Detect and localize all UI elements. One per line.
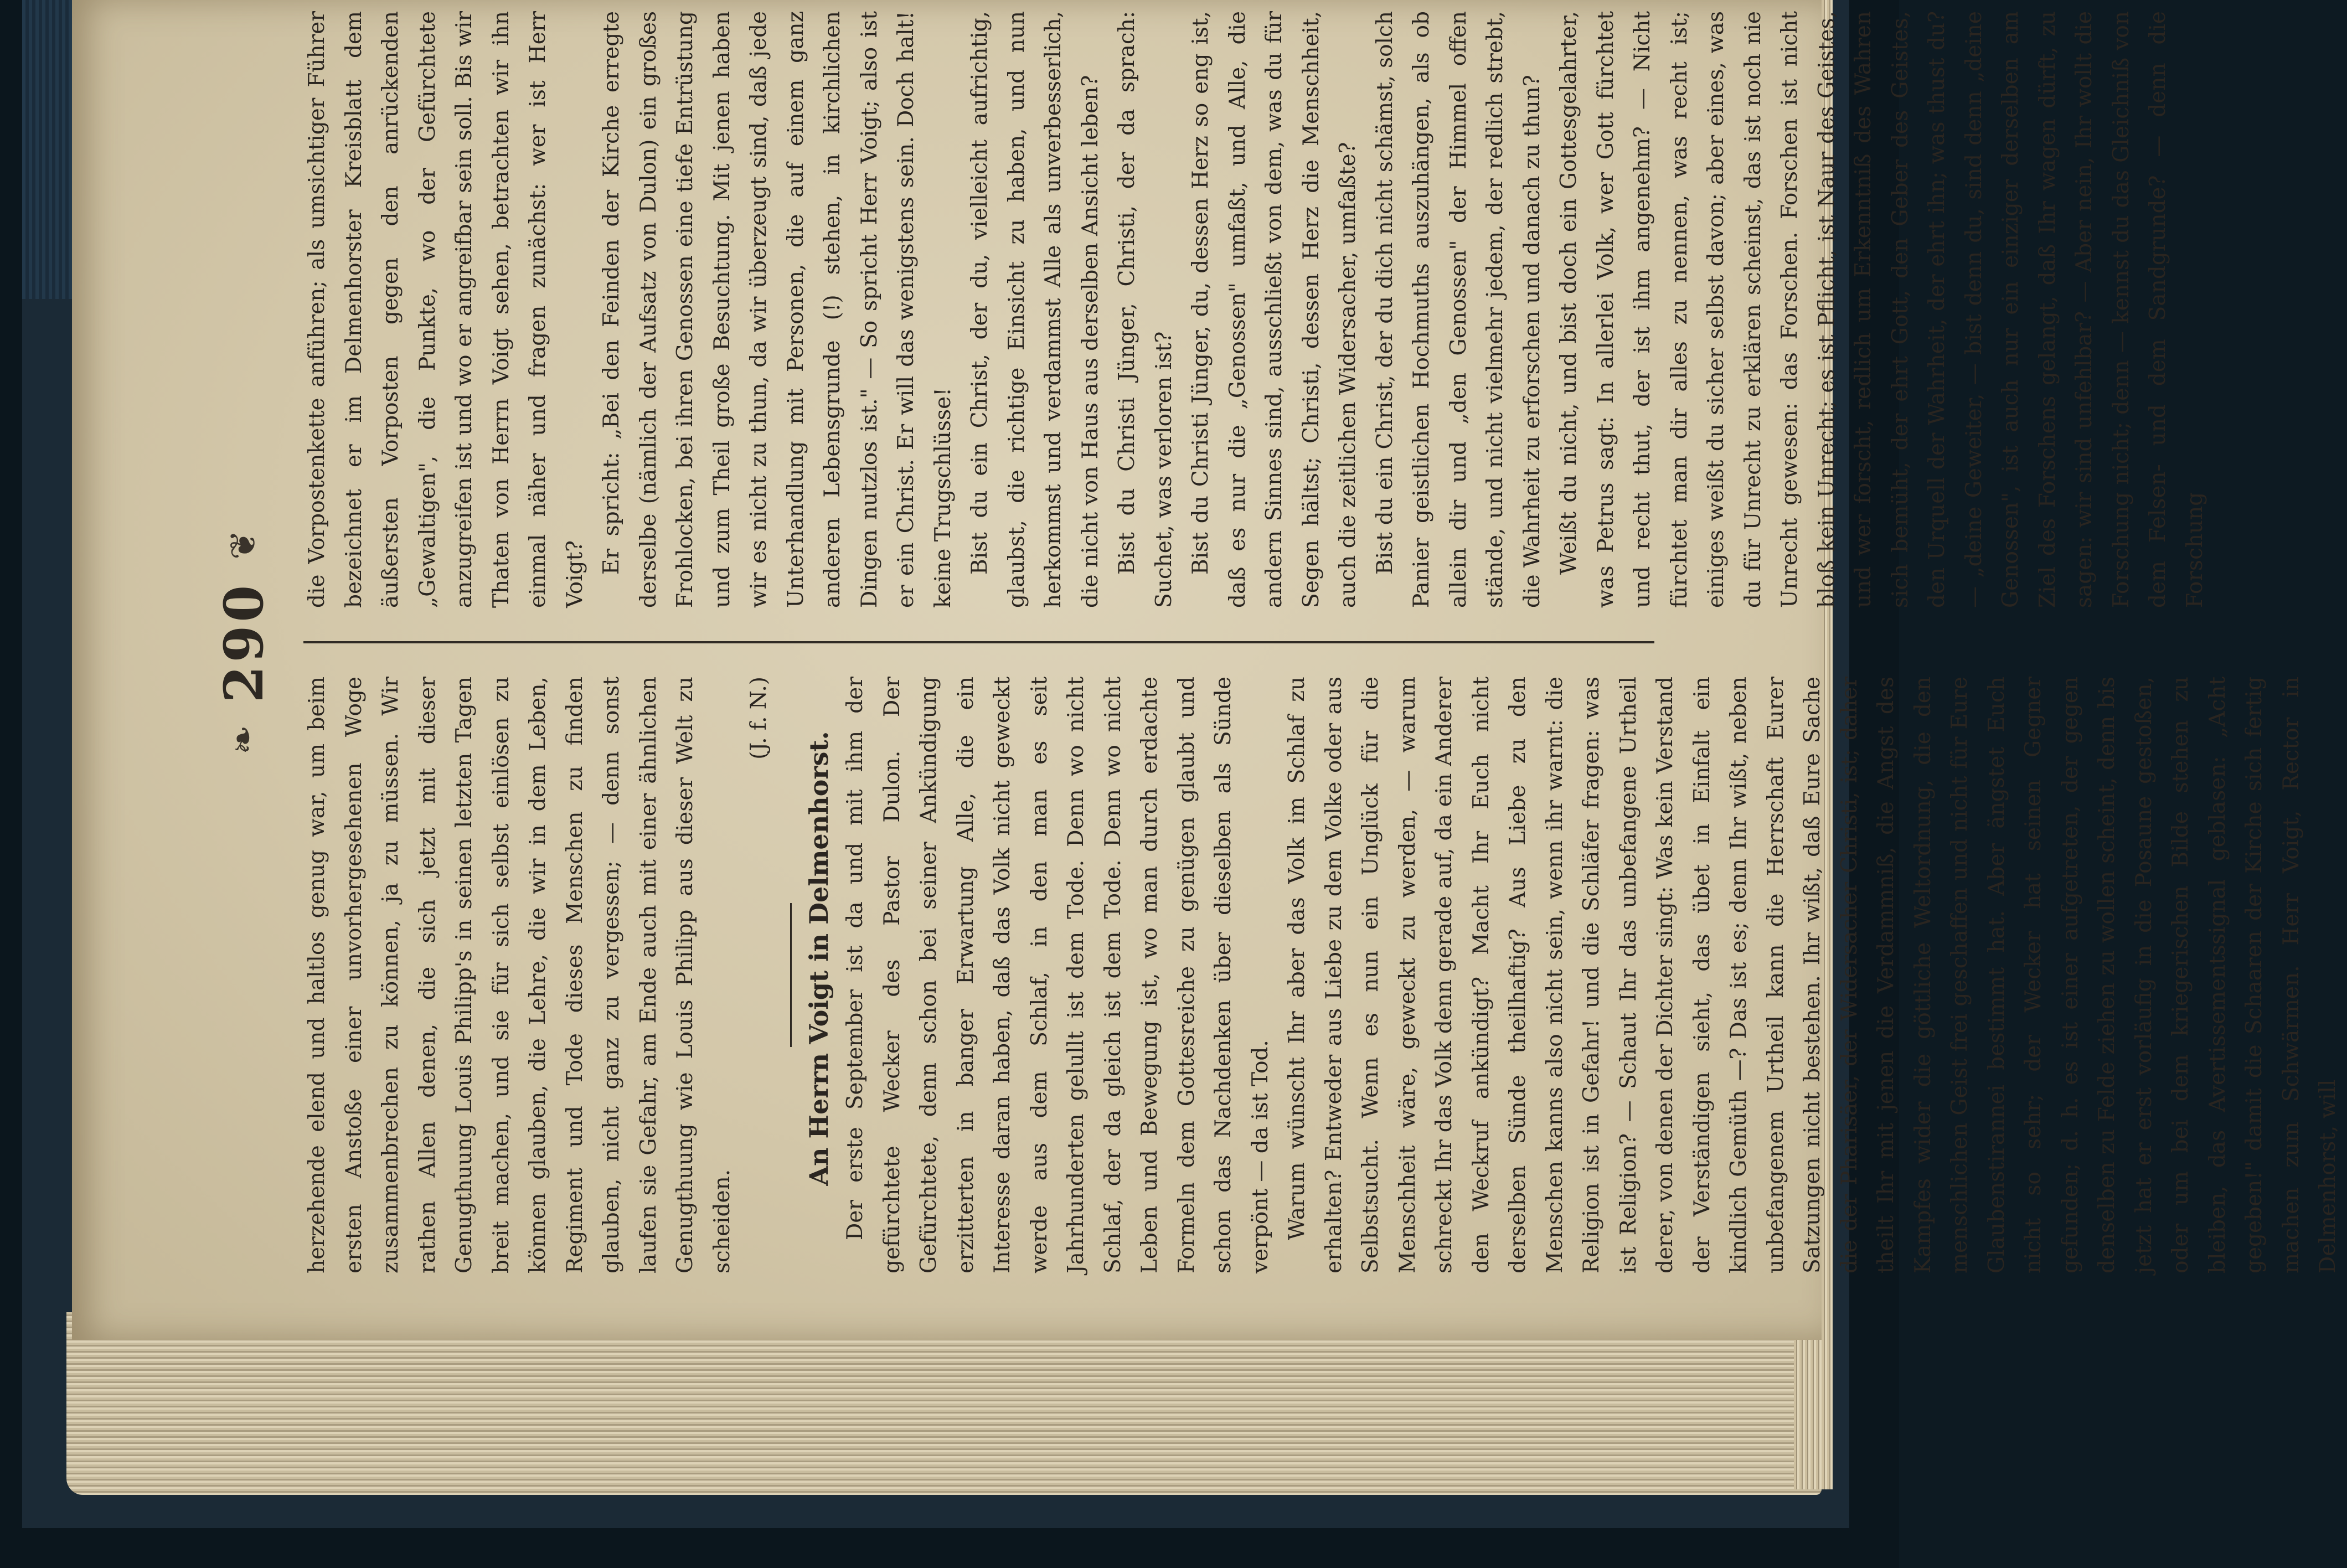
section-rule <box>790 903 792 1047</box>
right-paragraph-2: Er spricht: „Bei den Feinden der Kirche erregte derselbe (nämlich der Aufsatz von Dulon) ein großes Frohlocken, bei ihren Genossen eine tiefe Entrüstung und zum Theil große Besuchtung. Mit jenen haben wir es nicht zu thun, da wir überzeugt sind, daß jede Unterhandlung mit Personen, die auf einem ganz anderen Lebensgrunde (!) stehen, in kirchlichen Dingen nutzlos ist." — So spricht Herr Voigt; also ist er ein Christ. Er will das wenigstens sein. Doch halt! keine Trugschlüsse! <box>599 11 956 608</box>
page-number: 290 <box>212 581 275 703</box>
right-paragraph-5: Bist du Christi Jünger, du, dessen Herz so eng ist, daß es nur die „Genossen" umfaßt, und Alle, die andern Sinnes sind, ausschließt von dem, was du für Segen hältst; Christi, dessen Herz die Menschheit, auch die zeitlichen Widersacher, umfaßte? <box>1188 11 1360 608</box>
left-paragraph-1: herzehende elend und haltlos genug war, um beim ersten Anstoße einer unvorhergesehenen Woge zusammenbrechen zu können, ja zu müssen. Wir rathen Allen denen, die sich jetzt mit dieser Genugthuung Louis Philipp's in seinen letzten Tagen breit machen, und sie für sich selbst einlösen zu können glauben, die Lehre, die wir in dem Leben, Regiment und Tode dieses Menschen zu finden glauben, nicht ganz zu vergessen; — denn sonst laufen sie Gefahr, am Ende auch mit einer ähnlichen Genugthuung wie Louis Philipp aus dieser Welt zu scheiden. <box>305 677 735 1273</box>
left-paragraph-3: Warum wünscht Ihr aber das Volk im Schlaf zu erhalten? Entweder aus Liebe zu dem Volke oder aus Selbstsucht. Wenn es nun ein Unglück für die Menschheit wäre, geweckt zu werden, — warum schreckt Ihr das Volk denn gerade auf, da ein Anderer den Weckruf ankündigt? Macht Ihr Euch nicht derselben Sünde theilhaftig? Aus Liebe zu den Menschen kanns also nicht sein, wenn ihr warnt: die Religion ist in Gefahr! und die Schläfer fragen: was ist Religion? — Schaut Ihr das unbefangene Urtheil derer, von denen der Dichter singt: Was kein Verstand der Verständigen sieht, das übet in Einfalt ein kindlich Gemüth —? Das ist es; denn Ihr wißt, neben unbefangenem Urtheil kann die Herrschaft Eurer Satzungen nicht bestehen. Ihr wißt, daß Eure Sache die der Pharisäer, der Widersacher Christi, ist; daher theilt Ihr mit jenen die Verdammniß, die Angst des Kampfes wider die göttliche Weltordnung, die den menschlichen Geist frei geschaffen und nicht für Eure Glaubenstirannei bestimmt hat. Aber ängstet Euch nicht so sehr; der Wecker hat seinen Gegner gefunden; d. h. es ist einer aufgetreten, der gegen denselben zu Felde ziehen zu wollen scheint, denn bis jetzt hat er erst vorläufig in die Posaune gestoßen, oder um bei dem kriegerischen Bilde stehen zu bleiben, das Avertissementssignal geblasen: „Acht gegeben!" damit die Schaaren der Kirche sich fertig machen zum Schwärmen. Herr Voigt, Rector in Delmenhorst, will <box>1285 677 2340 1273</box>
printed-page-content <box>205 11 2340 1273</box>
right-column <box>299 11 2207 608</box>
right-paragraph-3: Bist du ein Christ, der du, vielleicht aufrichtig, glaubst, die richtige Einsicht zu haben, und nun herkommst und verdammst Alle als unverbesserlich, die nicht von Haus aus derselben Ansicht leben? <box>967 11 1103 608</box>
text-columns <box>299 11 2340 1273</box>
article-heading: An Herrn Voigt in Delmenhorst. <box>803 731 834 1186</box>
ornament-right-icon: ❦ <box>223 530 264 560</box>
signature: (J. f. N.) <box>746 677 771 760</box>
right-paragraph-7: Weißt du nicht, und bist doch ein Gottesgelahrter, was Petrus sagt: In allerlei Volk, wer Gott fürchtet und recht thut, der ist ihm angenehm? — Nicht fürchtet man dir alles zu nennen, was recht ist; einiges weißt du sicher selbst davon; aber eines, was du für Unrecht zu erklären scheinst, das ist noch nie Unrecht gewesen: das Forschen. Forschen ist nicht bloß kein Unrecht; es ist Pflicht, ist Naur des Geistes, und wer forscht, redlich um Erkenntniß des Wahren sich bemüht, der ehrt Gott, den Geber des Geistes, den Urquell der Wahrheit, der ehrt ihn; was thust du? — „deine Geweiter, — bist denn du, sind denn „deine Genossen", ist auch nur ein einziger derselben am Ziel des Forschens gelangt, daß Ihr wagen dürft, zu sagen: wir sind unfehlbar? — Aber nein, Ihr wollt die Forschung nicht; denn — kennst du das Gleichniß von dem Felsen- und dem Sandgrunde? — denn die Forschung <box>1556 11 2207 608</box>
ornament-left-icon: ❧ <box>223 725 264 755</box>
right-paragraph-4: Bist du Christi Jünger, Christi, der da sprach: Suchet, was verloren ist? <box>1115 11 1177 608</box>
left-column <box>299 677 2340 1273</box>
book-spine-cloth <box>22 0 75 299</box>
left-paragraph-2: Der erste September ist da und mit ihm der gefürchtete Wecker des Pastor Dulon. Der Gefürchtete, denn schon bei seiner Ankündigung erzitterten in banger Erwartung Alle, die ein Interesse daran haben, daß das Volk nicht geweckt werde aus dem Schlaf, in den man es seit Jahrhunderten gelullt ist dem Tode. Denn wo nicht Schlaf, der da gleich ist dem Tode. Denn wo nicht Leben und Bewegung ist, wo man durch erdachte Formeln dem Gottesreiche zu genügen glaubt und schon das Nachdenken über dieselben als Sünde verpönt — da ist Tod. <box>843 677 1273 1273</box>
right-paragraph-1: die Vorpostenkette anführen; als umsichtiger Führer bezeichnet er im Delmenhorster Kreisblatt dem äußersten Vorposten gegen den anrückenden „Gewaltigen", die Punkte, wo der Gefürchtete anzugreifen ist und wo er angreifbar sein soll. Bis wir Thaten von Herrn Voigt sehen, betrachten wir ihn einmal näher und fragen zunächst: wer ist Herr Voigt? <box>305 11 587 608</box>
book-page <box>72 0 2340 1340</box>
column-divider <box>303 641 1654 643</box>
right-paragraph-6: Bist du ein Christ, der du dich nicht schämst, solch Panier geistlichen Hochmuths auszuhängen, als ob allein dir und „den Genossen" der Himmel offen stände, und nicht vielmehr jedem, der redlich strebt, die Wahrheit zu erforschen und danach zu thun? <box>1372 11 1545 608</box>
page-header <box>205 11 282 1273</box>
